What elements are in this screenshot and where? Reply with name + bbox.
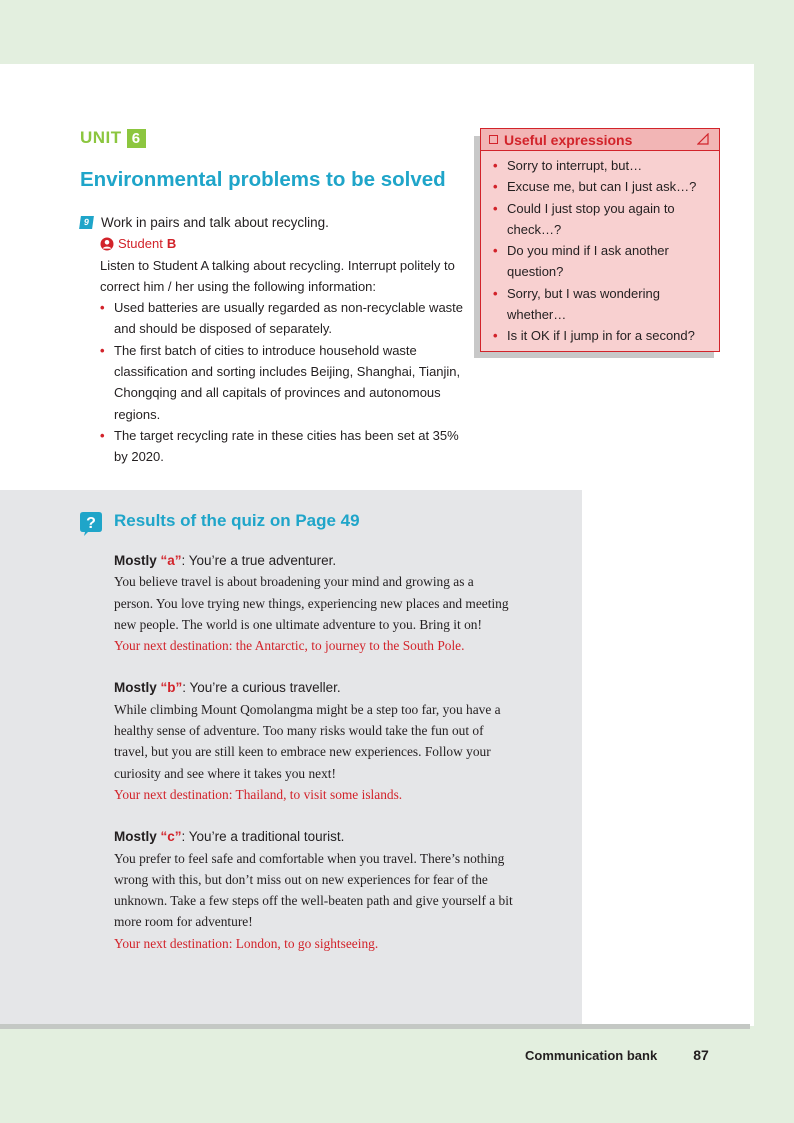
result-body: You prefer to feel safe and comfortable when you travel. There’s nothing wrong with this, but don’t miss out on new experiences for fear of the unknown. Take a few steps off the well-beaten path and give yourself a bit more room for adventure! bbox=[114, 850, 513, 930]
result-c bbox=[114, 826, 514, 954]
result-letter: “c” bbox=[160, 829, 182, 845]
result-destination: Your next destination: London, to go sightseeing. bbox=[114, 935, 379, 951]
result-body: While climbing Mount Qomolangma might be a step too far, you have a healthy sense of adventure. Too many risks would take the fun out of travel, but you are still keen to embrace new experiences. Follow your curiosity and see where it takes you next! bbox=[114, 701, 501, 781]
task-instruction: Work in pairs and talk about recycling. bbox=[101, 215, 329, 230]
result-type: : You’re a traditional tourist. bbox=[181, 829, 345, 845]
result-b bbox=[114, 677, 514, 805]
result-body: You believe travel is about broadening your mind and growing as a person. You love trying new things, experiencing new places and meeting new people. The world is one ultimate adventure to you. Bring it on! bbox=[114, 574, 509, 632]
listen-instructions: Listen to Student A talking about recycling. Interrupt politely to correct him / her using the following information: bbox=[100, 257, 455, 294]
results-list bbox=[114, 550, 514, 975]
list-item: • Sorry to interrupt, but… bbox=[493, 155, 709, 176]
result-letter: “a” bbox=[160, 553, 182, 568]
recycling-task bbox=[80, 212, 470, 468]
student-label: Student bbox=[118, 236, 163, 252]
useful-expressions-header bbox=[481, 129, 719, 151]
quiz-title: Results of the quiz on Page 49 bbox=[114, 511, 360, 530]
list-item: • The target recycling rate in these cities has been set at 35% by 2020. bbox=[100, 425, 470, 468]
page-title: Environmental problems to be solved bbox=[80, 168, 446, 191]
list-item: • Sorry, but I was wondering whether… bbox=[493, 283, 709, 326]
expressions-list bbox=[481, 151, 719, 347]
useful-expressions-box bbox=[480, 128, 720, 352]
person-icon bbox=[100, 237, 114, 251]
unit-label bbox=[80, 128, 146, 148]
list-item: • The first batch of cities to introduce household waste classification and sorting includes Beijing, Shanghai, Tianjin, Chongqing and all capitals of provinces and autonomous regions. bbox=[100, 340, 470, 425]
question-mark-icon bbox=[80, 512, 102, 536]
page-number: 87 bbox=[693, 1047, 709, 1063]
unit-number: 6 bbox=[127, 129, 146, 148]
result-heading bbox=[114, 826, 514, 847]
list-item: • Excuse me, but can I just ask…? bbox=[493, 176, 709, 197]
info-list bbox=[100, 297, 470, 467]
task-heading bbox=[80, 212, 470, 233]
result-destination: Your next destination: the Antarctic, to journey to the South Pole. bbox=[114, 638, 465, 654]
result-letter: “b” bbox=[160, 680, 183, 696]
result-heading bbox=[114, 550, 514, 571]
quiz-results-panel bbox=[0, 490, 582, 1024]
result-type: : You’re a true adventurer. bbox=[181, 553, 337, 568]
page-shadow bbox=[0, 1024, 750, 1029]
unit-text: UNIT bbox=[80, 128, 122, 147]
list-item: • Used batteries are usually regarded as non-recyclable waste and should be disposed of separately. bbox=[100, 297, 470, 340]
corner-triangle-icon bbox=[697, 133, 709, 145]
footer-section: Communication bank bbox=[525, 1047, 658, 1063]
result-heading bbox=[114, 677, 514, 698]
list-item: • Do you mind if I ask another question? bbox=[493, 240, 709, 283]
result-prefix: Mostly bbox=[114, 829, 161, 845]
list-item: • Could I just stop you again to check…? bbox=[493, 198, 709, 241]
result-prefix: Mostly bbox=[114, 553, 161, 568]
result-type: : You’re a curious traveller. bbox=[182, 680, 341, 696]
student-letter: B bbox=[166, 236, 177, 252]
student-role bbox=[100, 233, 470, 254]
useful-expressions-title: Useful expressions bbox=[504, 131, 633, 148]
task-number-icon: 9 bbox=[79, 216, 94, 229]
result-a bbox=[114, 550, 514, 656]
list-item: • Is it OK if I jump in for a second? bbox=[493, 325, 709, 346]
question-mark-glyph: ? bbox=[86, 515, 96, 532]
checkbox-icon bbox=[489, 135, 498, 144]
result-destination: Your next destination: Thailand, to visit some islands. bbox=[114, 786, 403, 802]
result-prefix: Mostly bbox=[114, 680, 161, 696]
page-footer bbox=[525, 1047, 725, 1063]
